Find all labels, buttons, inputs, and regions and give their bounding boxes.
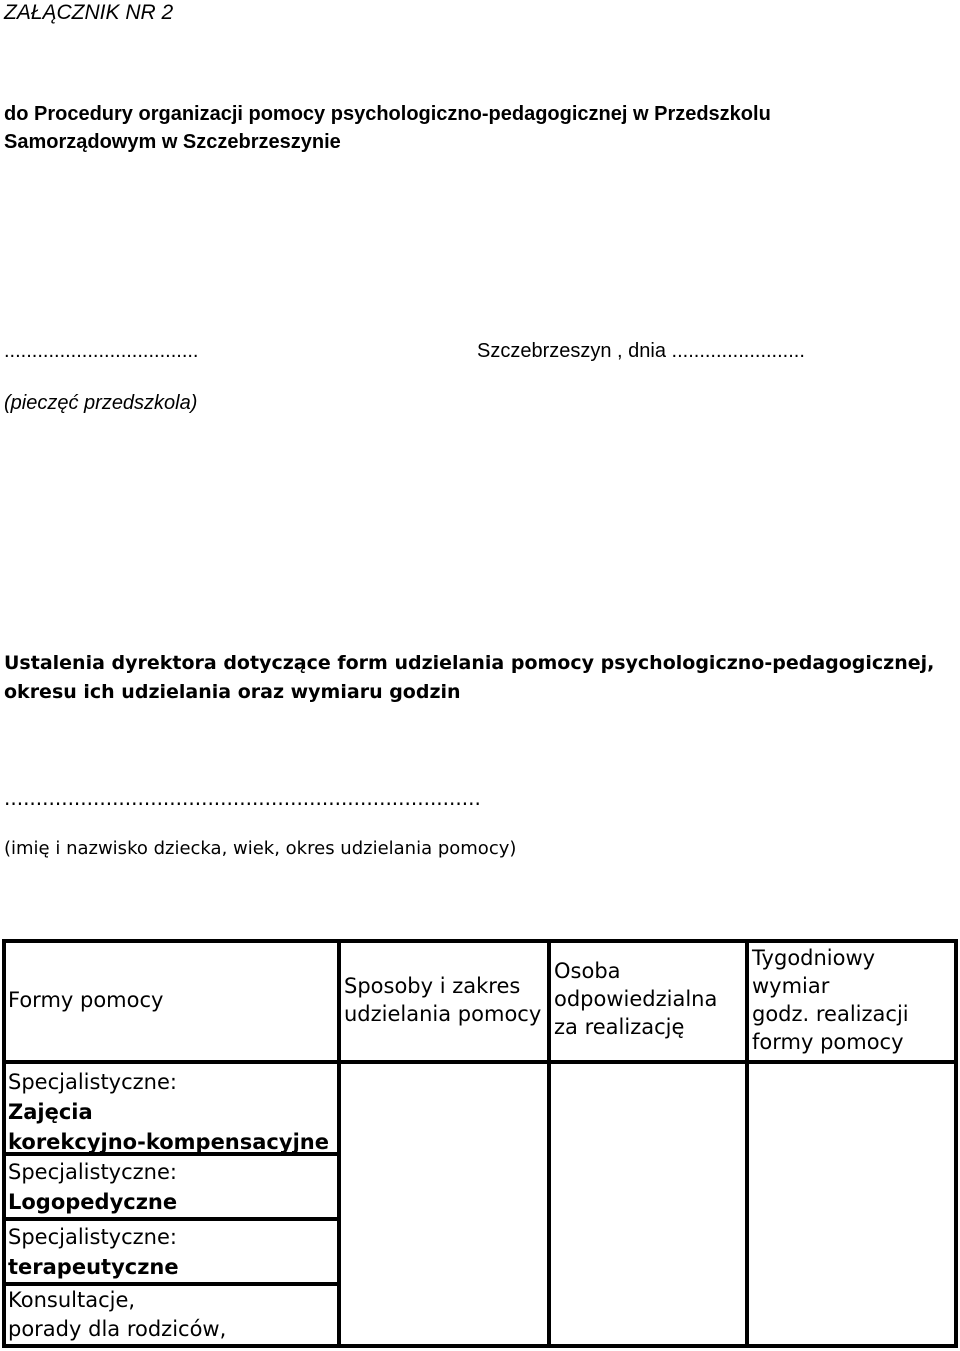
procedure-title-line2: Samorządowym w Szczebrzeszynie [4, 131, 341, 153]
table-col-divider-1 [337, 939, 341, 1348]
header-responsible-line1: Osoba [554, 959, 621, 983]
header-weekly-line3: godz. realizacji [752, 1002, 909, 1026]
document-heading [4, 649, 934, 707]
annex-label: ZAŁĄCZNIK NR 2 [4, 1, 174, 24]
row-prefix: Specjalistyczne: [8, 1070, 177, 1094]
stamp-label: (pieczęć przedszkola) [4, 392, 198, 414]
table-header-divider [2, 1060, 958, 1064]
table-col-divider-2 [547, 939, 551, 1348]
row-prefix: Specjalistyczne: [8, 1225, 177, 1249]
header-weekly-hours [752, 944, 909, 1056]
row-form-name-cont: korekcyjno-kompensacyjne [8, 1130, 329, 1154]
header-weekly-line2: wymiar [752, 974, 830, 998]
header-weekly-line4: formy pomocy [752, 1030, 904, 1054]
table-border-top [2, 939, 958, 943]
procedure-title-line1: do Procedury organizacji pomocy psychologiczno-pedagogicznej w Przedszkolu [4, 103, 771, 125]
row-form-name-cont: porady dla rodziców, [8, 1317, 227, 1341]
table-border-left [2, 939, 6, 1348]
child-dots: ........................................................................... [4, 786, 481, 810]
row-form-name: terapeutyczne [8, 1255, 179, 1279]
table-border-bottom [2, 1344, 958, 1348]
table-row [8, 1157, 177, 1217]
table-row [8, 1067, 329, 1157]
table-row-divider-2 [2, 1217, 341, 1221]
table-col-divider-3 [745, 939, 749, 1348]
child-label: (imię i nazwisko dziecka, wiek, okres udzielania pomocy) [4, 838, 517, 859]
stamp-dots: ................................... [4, 340, 199, 362]
header-methods [344, 972, 541, 1028]
procedure-title [4, 100, 771, 156]
row-form-name: Zajęcia [8, 1100, 93, 1124]
help-forms-table [2, 939, 958, 1348]
header-responsible-line2: odpowiedzialna [554, 987, 718, 1011]
table-row [8, 1286, 226, 1344]
header-responsible-line3: za realizację [554, 1015, 685, 1039]
heading-line2: okresu ich udzielania oraz wymiaru godzin [4, 681, 461, 703]
row-form-name: Logopedyczne [8, 1190, 178, 1214]
header-forms: Formy pomocy [8, 988, 164, 1012]
header-responsible [554, 957, 717, 1041]
row-form-name: Konsultacje, [8, 1288, 136, 1312]
table-row [8, 1222, 179, 1282]
header-methods-line2: udzielania pomocy [344, 1002, 542, 1026]
header-weekly-line1: Tygodniowy [752, 946, 876, 970]
place-date: Szczebrzeszyn , dnia ........................ [477, 340, 805, 362]
table-border-right [954, 939, 958, 1348]
row-prefix: Specjalistyczne: [8, 1160, 177, 1184]
heading-line1: Ustalenia dyrektora dotyczące form udzielania pomocy psychologiczno-pedagogicznej, [4, 652, 935, 674]
header-methods-line1: Sposoby i zakres [344, 974, 521, 998]
